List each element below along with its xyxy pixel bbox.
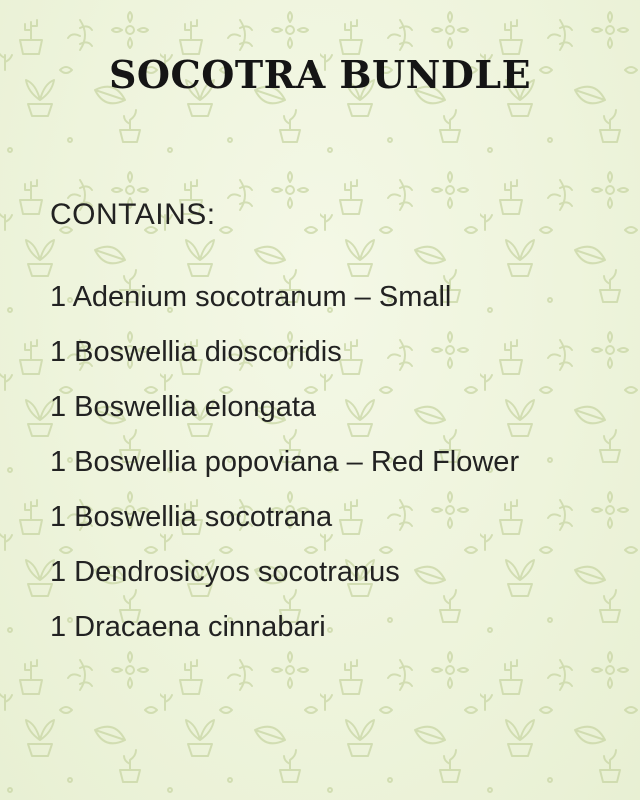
list-item: 1 Adenium socotranum – Small	[50, 281, 452, 313]
list-item: 1 Boswellia elongata	[50, 391, 317, 423]
list-item: 1 Dendrosicyos socotranus	[50, 556, 400, 588]
plant-list	[50, 276, 519, 661]
list-item: 1 Boswellia popoviana – Red Flower	[50, 446, 520, 478]
contains-label: CONTAINS:	[50, 198, 216, 231]
list-item: 1 Dracaena cinnabari	[50, 611, 326, 643]
page-title: SOCOTRA BUNDLE	[108, 52, 532, 97]
list-item: 1 Boswellia socotrana	[50, 501, 333, 533]
list-item: 1 Boswellia dioscoridis	[50, 336, 342, 368]
